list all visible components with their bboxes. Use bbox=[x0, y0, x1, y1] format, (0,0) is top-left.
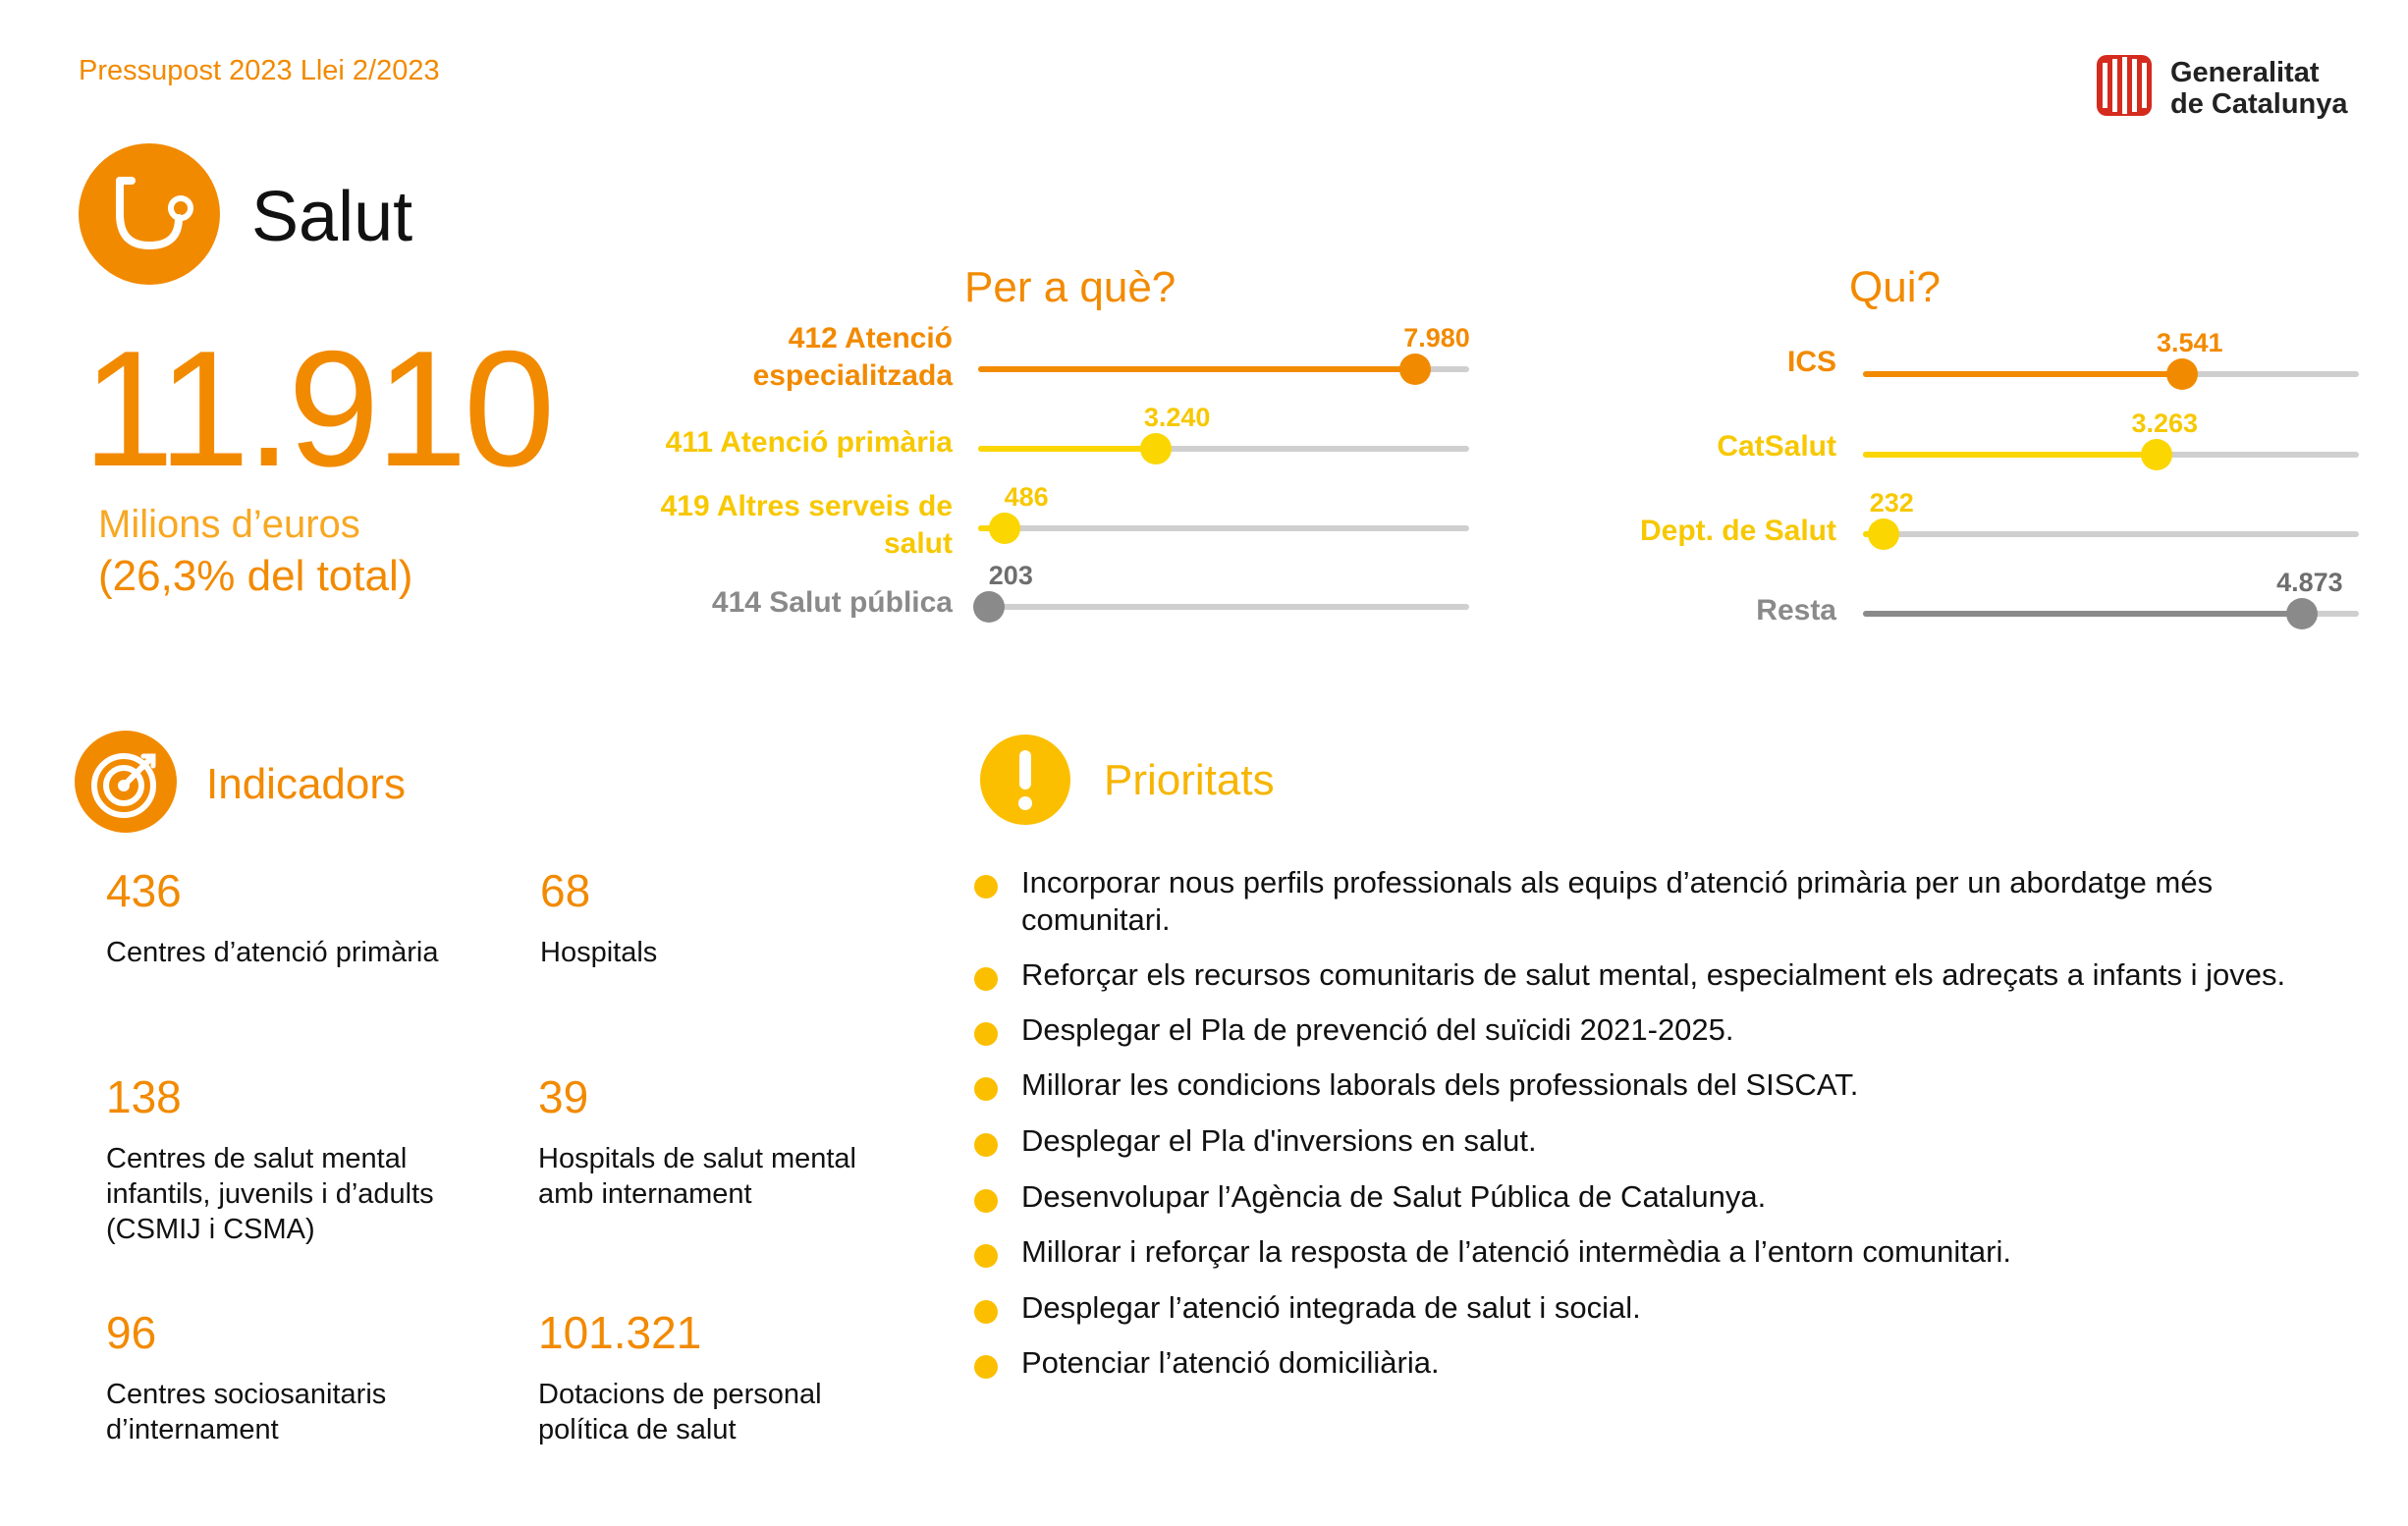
budget-tagline: Pressupost 2023 Llei 2/2023 bbox=[79, 55, 440, 86]
qui-title: Qui? bbox=[1849, 263, 1941, 311]
per-a-que-row-label: 414 Salut pública bbox=[711, 586, 953, 619]
indicator-number: 39 bbox=[538, 1071, 589, 1122]
qui-row-label: Dept. de Salut bbox=[1639, 515, 1836, 547]
per-a-que-row-marker bbox=[989, 513, 1020, 544]
priority-text: Potenciar l’atenció domiciliària. bbox=[1021, 1345, 1440, 1380]
qui-row-marker bbox=[2141, 439, 2172, 470]
qui-row-value: 3.263 bbox=[2131, 409, 2199, 438]
bullet-icon bbox=[974, 1022, 998, 1046]
qui-row-track bbox=[1863, 611, 2359, 617]
per-a-que-row-value: 7.980 bbox=[1403, 323, 1470, 353]
per-a-que-row-value: 3.240 bbox=[1143, 403, 1211, 432]
page-title: Salut bbox=[251, 178, 413, 256]
priority-text: Desplegar el Pla de prevenció del suïcidi 2021-2025. bbox=[1021, 1012, 1734, 1047]
total-amount: 11.910 bbox=[82, 316, 552, 501]
indicator-label: Hospitals de salut mental amb internament bbox=[538, 1143, 856, 1210]
qui-row-bar bbox=[1863, 611, 2302, 617]
priority-text: Millorar i reforçar la resposta de l’atenció intermèdia a l’entorn comunitari. bbox=[1021, 1234, 2011, 1269]
per-a-que-row-value: 486 bbox=[1004, 482, 1049, 512]
qui-row-marker bbox=[2286, 598, 2318, 629]
qui-row-value: 4.873 bbox=[2276, 568, 2343, 597]
bullet-icon bbox=[974, 875, 998, 899]
qui-row-track bbox=[1863, 452, 2359, 458]
qui-row-marker bbox=[1868, 518, 1899, 550]
per-a-que-row-label: 411 Atenció primària bbox=[665, 426, 953, 459]
target-icon bbox=[75, 731, 177, 833]
priority-text: Desplegar el Pla d'inversions en salut. bbox=[1021, 1123, 1537, 1158]
qui-row-track bbox=[1863, 371, 2359, 377]
indicator-label: Centres de salut mental infantils, juvenils i d’adults (CSMIJ i CSMA) bbox=[106, 1143, 434, 1245]
bullet-icon bbox=[974, 1189, 998, 1213]
bullet-icon bbox=[974, 967, 998, 991]
qui-row-value: 3.541 bbox=[2156, 328, 2223, 357]
stethoscope-icon bbox=[79, 143, 220, 285]
per-a-que-row-bar bbox=[978, 366, 1415, 372]
indicator-label: Dotacions de personal política de salut bbox=[538, 1379, 822, 1445]
per-a-que-row-value: 203 bbox=[988, 561, 1033, 590]
per-a-que-row-label: 412 Atenció especialitzada bbox=[752, 322, 953, 392]
qui-row-label: Resta bbox=[1756, 594, 1836, 627]
bullet-icon bbox=[974, 1300, 998, 1324]
indicadors-title: Indicadors bbox=[206, 760, 407, 808]
qui-row-bar bbox=[1863, 452, 2157, 458]
logo-line-2: de Catalunya bbox=[2170, 88, 2348, 120]
prioritats-title: Prioritats bbox=[1104, 756, 1275, 804]
per-a-que-row-track bbox=[978, 446, 1469, 452]
bullet-icon bbox=[974, 1077, 998, 1101]
qui-row-bar bbox=[1863, 371, 2182, 377]
exclamation-icon bbox=[980, 735, 1070, 825]
bullet-icon bbox=[974, 1244, 998, 1268]
priority-text: Millorar les condicions laborals dels professionals del SISCAT. bbox=[1021, 1067, 1859, 1102]
qui-row-marker bbox=[2166, 358, 2198, 390]
per-a-que-row-track bbox=[978, 604, 1469, 610]
per-a-que-row-marker bbox=[973, 591, 1005, 623]
qui-row-value: 232 bbox=[1869, 488, 1914, 518]
per-a-que-row-marker bbox=[1140, 433, 1172, 464]
per-a-que-row-track bbox=[978, 525, 1469, 531]
qui-row-track bbox=[1863, 531, 2359, 537]
logo-wordmark bbox=[2170, 57, 2348, 120]
qui-row-label: CatSalut bbox=[1717, 430, 1836, 463]
bullet-icon bbox=[974, 1355, 998, 1379]
generalitat-logo bbox=[2097, 53, 2362, 122]
per-a-que-row-bar bbox=[978, 446, 1156, 452]
indicator-number: 101.321 bbox=[538, 1307, 702, 1358]
priority-text: Incorporar nous perfils professionals als equips d’atenció primària per un abordatge més comunitari. bbox=[1021, 865, 2214, 937]
qui-row-label: ICS bbox=[1786, 346, 1836, 378]
logo-line-1: Generalitat bbox=[2170, 57, 2320, 88]
per-a-que-row-label: 419 Altres serveis de salut bbox=[660, 490, 953, 560]
total-share: (26,3% del total) bbox=[98, 552, 413, 600]
indicator-label: Centres sociosanitaris d’internament bbox=[106, 1379, 387, 1445]
per-a-que-title: Per a què? bbox=[964, 263, 1177, 311]
indicator-number: 138 bbox=[106, 1071, 182, 1122]
senyera-bars-icon bbox=[2097, 55, 2152, 116]
per-a-que-row-track bbox=[978, 366, 1469, 372]
indicator-number: 96 bbox=[106, 1307, 157, 1358]
indicator-label: Hospitals bbox=[540, 937, 658, 968]
priority-text: Desplegar l’atenció integrada de salut i social. bbox=[1021, 1290, 1641, 1325]
priority-text: Reforçar els recursos comunitaris de salut mental, especialment els adreçats a infants i joves. bbox=[1021, 957, 2286, 992]
priority-text: Desenvolupar l’Agència de Salut Pública de Catalunya. bbox=[1021, 1179, 1767, 1214]
indicator-number: 436 bbox=[106, 865, 182, 916]
indicator-number: 68 bbox=[540, 865, 591, 916]
bullet-icon bbox=[974, 1133, 998, 1157]
indicator-label: Centres d’atenció primària bbox=[106, 937, 439, 968]
total-unit: Milions d’euros bbox=[98, 503, 360, 546]
